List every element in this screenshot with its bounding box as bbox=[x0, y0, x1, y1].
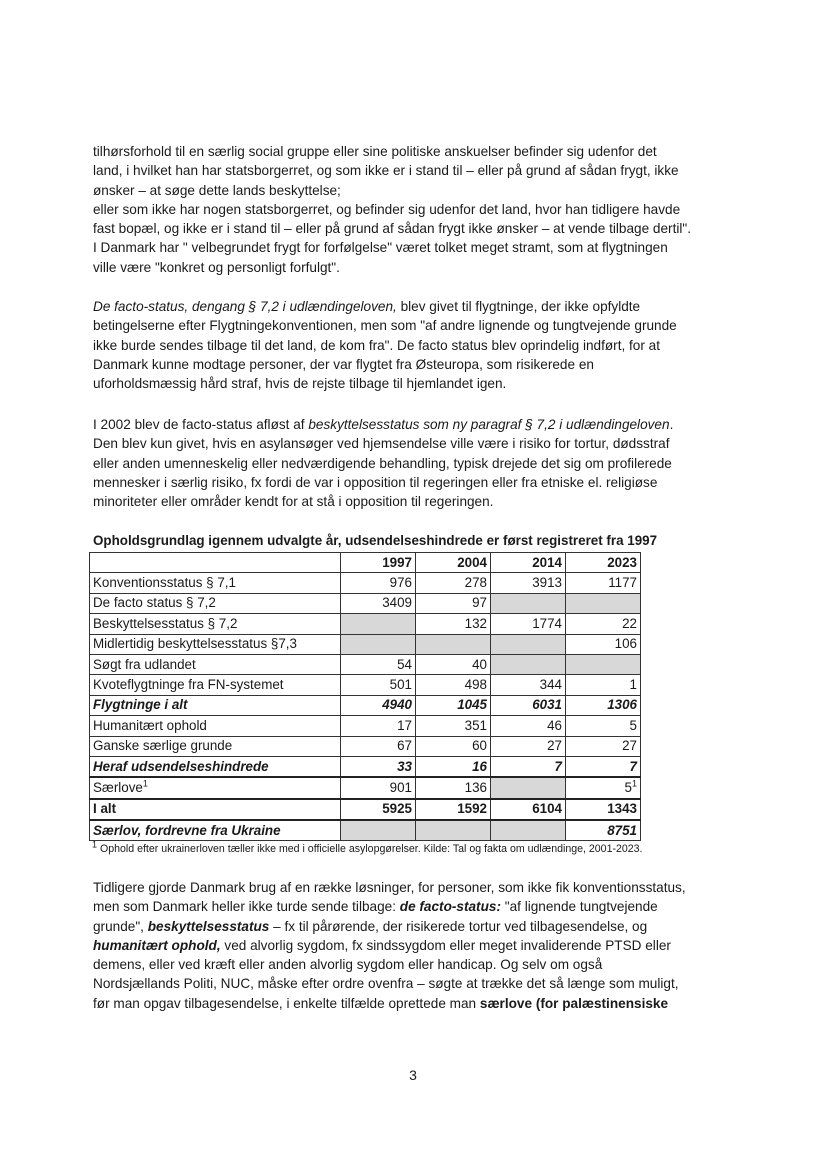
text-span: – fx til pårørende, der risikerede tortur ved tilbagesendelse, og bbox=[269, 918, 648, 934]
residence-basis-table bbox=[89, 552, 641, 841]
text-line: mennesker i særlig risiko, fx fordi de var i opposition til regeringen eller fra etniske el. religiøse bbox=[93, 474, 658, 490]
text-line: Den blev kun givet, hvis en asylansøger ved hjemsendelse ville være i risiko for tortur, dødsstraf bbox=[93, 436, 670, 452]
table-row bbox=[90, 777, 641, 798]
cell-empty bbox=[491, 777, 566, 798]
cell: 901 bbox=[341, 777, 416, 798]
cell: 106 bbox=[566, 634, 641, 654]
text-line bbox=[93, 415, 743, 434]
text-line: betingelserne efter Flygtningekonventionen, men som "af andre lignende og tungtvejende grunde bbox=[93, 318, 677, 334]
table-row-subtotal bbox=[90, 695, 641, 715]
text-line: fast bopæl, og ikke er i stand til – eller på grund af sådan frygt ikke ønsker – at vende tilbage dertil". bbox=[93, 221, 691, 237]
cell: 22 bbox=[566, 614, 641, 634]
cell-empty bbox=[341, 614, 416, 634]
cell: 344 bbox=[491, 675, 566, 695]
text-line bbox=[93, 897, 743, 916]
table-title: Opholdsgrundlag igennem udvalgte år, udsendelseshindrede er først registreret fra 1997 bbox=[93, 533, 658, 548]
cell: 4940 bbox=[341, 695, 416, 715]
table-row bbox=[90, 736, 641, 756]
footnote-marker: 1 bbox=[142, 778, 148, 789]
cell-empty bbox=[341, 820, 416, 841]
text-line: Tidligere gjorde Danmark brug af en række løsninger, for personer, som ikke fik konventionsstatus, bbox=[93, 880, 686, 895]
row-label: De facto status § 7,2 bbox=[90, 593, 341, 613]
cell: 7 bbox=[566, 756, 641, 777]
text-span: ved alvorlig sygdom, fx sindssygdom eller meget invaliderende PTSD eller bbox=[220, 937, 671, 953]
text-line: tilhørsforhold til en særlig social gruppe eller sine politiske anskuelser befinder sig udenfor det bbox=[93, 144, 657, 159]
table-row bbox=[90, 593, 641, 613]
table-row bbox=[90, 634, 641, 654]
bold-span: særlove (for palæstinensiske bbox=[479, 995, 669, 1011]
year-header: 2023 bbox=[566, 553, 641, 573]
cell: 27 bbox=[566, 736, 641, 756]
paragraph-refugee-definition bbox=[93, 142, 743, 277]
cell: 1177 bbox=[566, 573, 641, 593]
text-line: uforholdsmæssig hård straf, hvis de rejste tilbage til hjemlandet igen. bbox=[93, 376, 507, 392]
row-label: Midlertidig beskyttelsesstatus §7,3 bbox=[90, 634, 341, 654]
cell: 5925 bbox=[341, 799, 416, 820]
cell: 1592 bbox=[416, 799, 491, 820]
cell: 3409 bbox=[341, 593, 416, 613]
cell: 3913 bbox=[491, 573, 566, 593]
table-footnote bbox=[92, 839, 792, 856]
cell: 67 bbox=[341, 736, 416, 756]
cell: 17 bbox=[341, 716, 416, 736]
row-label: Humanitært ophold bbox=[90, 716, 341, 736]
cell-empty bbox=[491, 593, 566, 613]
year-header: 2014 bbox=[491, 553, 566, 573]
italic-span: beskyttelsesstatus som ny paragraf § 7,2 i udlændingeloven bbox=[308, 417, 670, 432]
row-label: Flygtninge i alt bbox=[90, 695, 341, 715]
table-row-subset bbox=[90, 756, 641, 777]
cell-empty bbox=[566, 593, 641, 613]
cell: 8751 bbox=[566, 820, 641, 841]
text-span: men som Danmark heller ikke turde sende tilbage: bbox=[93, 899, 400, 915]
text-span: blev givet til flygtninge, der ikke opfyldte bbox=[396, 299, 641, 314]
year-header: 2004 bbox=[416, 553, 491, 573]
cell-empty bbox=[416, 820, 491, 841]
row-label: Ganske særlige grunde bbox=[90, 736, 341, 756]
table-row-total bbox=[90, 799, 641, 820]
cell: 1774 bbox=[491, 614, 566, 634]
cell-empty bbox=[491, 820, 566, 841]
cell-empty bbox=[566, 654, 641, 674]
text-span: . bbox=[669, 417, 674, 432]
cell: 60 bbox=[416, 736, 491, 756]
cell: 498 bbox=[416, 675, 491, 695]
cell: 278 bbox=[416, 573, 491, 593]
text-line: eller anden umenneskelig eller nedværdigende behandling, typisk drejede det sig om profilerede bbox=[93, 455, 672, 471]
cell: 16 bbox=[416, 756, 491, 777]
text-span: "af lignende tungtvejende bbox=[500, 899, 658, 915]
bold-italic-span: de facto-status: bbox=[399, 899, 501, 915]
text-line: demens, eller ved kræft eller anden alvorlig sygdom eller handicap. Og selv om også bbox=[93, 957, 603, 973]
row-label: Konventionsstatus § 7,1 bbox=[90, 573, 341, 593]
table-row bbox=[90, 654, 641, 674]
table-row bbox=[90, 675, 641, 695]
text-line: minoriteter eller områder kendt for at stå i opposition til regeringen. bbox=[93, 494, 494, 510]
row-label bbox=[90, 777, 341, 798]
row-label: Heraf udsendelseshindrede bbox=[90, 756, 341, 777]
cell: 46 bbox=[491, 716, 566, 736]
row-label: Søgt fra udlandet bbox=[90, 654, 341, 674]
text-line: I Danmark har " velbegrundet frygt for forfølgelse" været tolket meget stramt, som at flygtningen bbox=[93, 240, 668, 256]
paragraph-de-facto-status bbox=[93, 297, 743, 393]
text-span: I 2002 blev de facto-status afløst af bbox=[93, 417, 309, 432]
text-line: Nordsjællands Politi, NUC, måske efter ordre ovenfra – søgte at trække det så længe som muligt, bbox=[93, 976, 679, 992]
cell: 40 bbox=[416, 654, 491, 674]
cell: 54 bbox=[341, 654, 416, 674]
cell: 501 bbox=[341, 675, 416, 695]
bold-italic-span: humanitært ophold, bbox=[93, 937, 221, 953]
text-line: ønsker – at søge dette lands beskyttelse; bbox=[93, 182, 341, 198]
cell-empty bbox=[491, 654, 566, 674]
text-line bbox=[93, 297, 743, 316]
row-label: I alt bbox=[90, 799, 341, 820]
cell-empty bbox=[341, 634, 416, 654]
cell: 97 bbox=[416, 593, 491, 613]
table-header-label bbox=[90, 553, 341, 573]
cell: 1045 bbox=[416, 695, 491, 715]
italic-lead: De facto-status, dengang § 7,2 i udlændingeloven, bbox=[93, 299, 397, 314]
cell: 5 bbox=[566, 716, 641, 736]
text-span: før man opgav tilbagesendelse, i enkelte tilfælde oprettede man bbox=[93, 995, 480, 1011]
footnote-marker: 1 bbox=[631, 778, 637, 789]
table-row bbox=[90, 573, 641, 593]
text-line: Danmark kunne modtage personer, der var flygtet fra Østeuropa, som risikerede en bbox=[93, 356, 594, 372]
page-number: 3 bbox=[409, 1067, 417, 1083]
text-line: ikke burde sendes tilbage til det land, de kom fra". De facto status blev oprindelig indført, for at bbox=[93, 337, 661, 353]
cell: 7 bbox=[491, 756, 566, 777]
cell: 136 bbox=[416, 777, 491, 798]
cell bbox=[566, 777, 641, 798]
table-row-ukraine bbox=[90, 820, 641, 841]
text-line bbox=[93, 994, 743, 1013]
footnote-text: Ophold efter ukrainerloven tæller ikke med i officielle asylopgørelser. Kilde: Tal og fakta om udlændinge, 2001-2023. bbox=[97, 843, 643, 855]
cell: 1 bbox=[566, 675, 641, 695]
row-label: Beskyttelsesstatus § 7,2 bbox=[90, 614, 341, 634]
table-row bbox=[90, 716, 641, 736]
cell-empty bbox=[416, 634, 491, 654]
text-line: eller som ikke har nogen statsborgerret, og befinder sig udenfor det land, hvor han tidligere havde bbox=[93, 201, 681, 217]
year-header: 1997 bbox=[341, 553, 416, 573]
bold-italic-span: beskyttelsesstatus bbox=[147, 918, 270, 934]
row-label: Kvoteflygtninge fra FN-systemet bbox=[90, 675, 341, 695]
text-span: grunde", bbox=[93, 918, 148, 934]
cell-text: 5 bbox=[624, 779, 632, 795]
cell: 1343 bbox=[566, 799, 641, 820]
text-line: land, i hvilket han har statsborgerret, og som ikke er i stand til – eller på grund af sådan frygt, ikke bbox=[93, 163, 679, 179]
table-row bbox=[90, 614, 641, 634]
cell: 27 bbox=[491, 736, 566, 756]
cell: 132 bbox=[416, 614, 491, 634]
paragraph-earlier-solutions bbox=[93, 878, 743, 1013]
row-label-text: Særlove bbox=[93, 779, 143, 795]
cell: 33 bbox=[341, 756, 416, 777]
cell-empty bbox=[491, 634, 566, 654]
text-line bbox=[93, 936, 743, 955]
cell: 6104 bbox=[491, 799, 566, 820]
cell: 6031 bbox=[491, 695, 566, 715]
paragraph-protection-status bbox=[93, 415, 743, 511]
text-line bbox=[93, 917, 743, 936]
footnote-marker: 1 bbox=[92, 839, 98, 850]
cell: 351 bbox=[416, 716, 491, 736]
cell: 1306 bbox=[566, 695, 641, 715]
table-header-row bbox=[90, 553, 641, 573]
row-label: Særlov, fordrevne fra Ukraine bbox=[90, 820, 341, 841]
cell: 976 bbox=[341, 573, 416, 593]
text-line: ville være "konkret og personligt forfulgt". bbox=[93, 259, 340, 275]
